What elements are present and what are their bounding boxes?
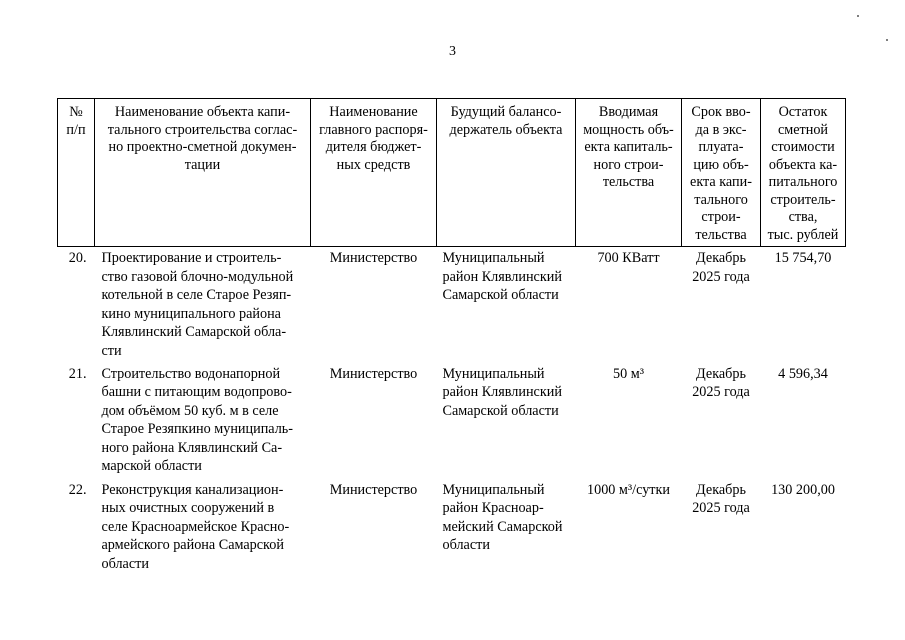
header-num: № п/п (58, 99, 95, 247)
header-budget-manager: Наименование главного распоря- дителя бюджет- ных средств (311, 99, 437, 247)
row-capacity: 700 КВатт (597, 250, 660, 266)
row-commissioning-term: Декабрь 2025 года (692, 365, 750, 400)
header-remaining-cost: Остаток сметной стоимости объекта ка- питального строитель- ства, тыс. рублей (761, 99, 846, 247)
row-number: 20. (68, 250, 87, 266)
row-remaining-cost: 15 754,70 (774, 250, 832, 266)
table-row (58, 363, 846, 479)
header-capacity: Вводимая мощность объ- екта капиталь- ного строи- тельства (576, 99, 682, 247)
row-commissioning-term: Декабрь 2025 года (692, 250, 750, 285)
header-object-name: Наименование объекта капи- тального строительства соглас- но проектно-сметной докумен- тации (95, 99, 311, 247)
row-number: 21. (68, 365, 87, 382)
page-number: 3 (449, 44, 456, 59)
table-row (58, 247, 846, 363)
row-object-name: Проектирование и строитель- ство газовой блочно-модульной котельной в селе Старое Резяп- кино муниципального района Клявлинский Самарской обла- сти (101, 250, 294, 359)
row-remaining-cost: 4 596,34 (778, 365, 828, 382)
row-commissioning-term: Декабрь 2025 года (692, 481, 750, 516)
row-capacity: 1000 м³/сутки (587, 481, 670, 498)
capital-construction-table (57, 98, 846, 595)
row-number: 22. (68, 481, 87, 498)
table-header-row (58, 99, 846, 247)
row-object-name: Реконструкция канализацион- ных очистных сооружений в селе Красноармейское Красно- армейского района Самарской области (101, 481, 290, 572)
row-future-holder: Муниципальный район Клявлинский Самарской области (442, 365, 562, 419)
scan-speck (857, 15, 859, 17)
table-row (58, 479, 846, 595)
row-budget-manager: Министерство (329, 250, 418, 266)
row-budget-manager: Министерство (329, 481, 418, 498)
row-object-name: Строительство водонапорной башни с питающим водопрово- дом объёмом 50 куб. м в селе Старое Резяпкино муниципаль- ного района Клявлинский Са- марской области (101, 365, 293, 474)
row-capacity: 50 м³ (613, 365, 644, 382)
header-future-holder: Будущий балансо- держатель объекта (437, 99, 576, 247)
scan-speck (886, 39, 888, 41)
row-remaining-cost: 130 200,00 (771, 481, 835, 498)
header-commissioning-term: Срок вво- да в экс- плуата- цию объ- екта капи- тального строи- тельства (682, 99, 761, 247)
row-budget-manager: Министерство (329, 365, 418, 382)
row-future-holder: Муниципальный район Клявлинский Самарской области (442, 250, 562, 303)
row-future-holder: Муниципальный район Красноар- мейский Самарской области (442, 481, 563, 553)
